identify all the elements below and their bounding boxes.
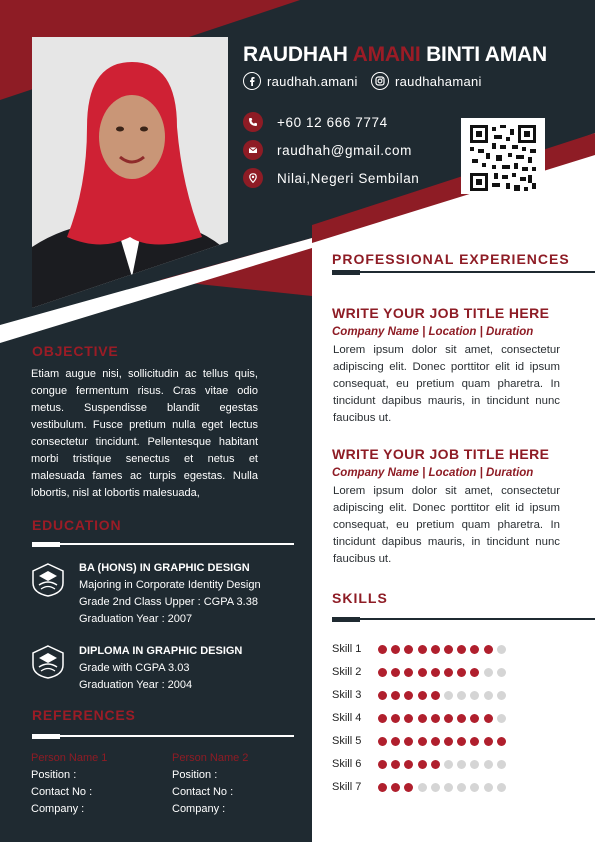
- instagram-handle[interactable]: [371, 71, 482, 91]
- edu-1-line-2: Grade 2nd Class Upper : CGPA 3.38: [79, 596, 258, 608]
- experience-rule: [332, 271, 595, 273]
- edu-1-title: BA (HONS) IN GRAPHIC DESIGN: [79, 562, 250, 574]
- skill-rating: [378, 783, 510, 792]
- university-crest-icon: [32, 645, 64, 679]
- phone-icon: [243, 112, 263, 132]
- location-text: Nilai,Negeri Sembilan: [277, 170, 420, 186]
- skills-rule-accent: [332, 617, 360, 622]
- profile-photo: [32, 37, 228, 308]
- full-name: [243, 43, 547, 67]
- location-row: [243, 168, 419, 188]
- experience-heading: PROFESSIONAL EXPERIENCES: [332, 251, 570, 267]
- rating-dot-filled: [391, 783, 400, 792]
- skill-row: [332, 780, 510, 794]
- rating-dot-filled: [470, 737, 479, 746]
- rating-dot-filled: [404, 668, 413, 677]
- edu-1-line-1: Majoring in Corporate Identity Design: [79, 579, 261, 591]
- rating-dot-filled: [404, 691, 413, 700]
- skill-label: Skill 7: [332, 781, 362, 793]
- rating-dot-filled: [497, 737, 506, 746]
- phone-row[interactable]: [243, 112, 388, 132]
- email-row[interactable]: [243, 140, 412, 160]
- rating-dot-empty: [497, 691, 506, 700]
- rating-dot-filled: [391, 645, 400, 654]
- rating-dot-filled: [378, 714, 387, 723]
- skills-rule: [332, 618, 595, 620]
- rating-dot-filled: [431, 645, 440, 654]
- location-pin-icon: [243, 168, 263, 188]
- rating-dot-filled: [404, 737, 413, 746]
- email-text: raudhah@gmail.com: [277, 142, 412, 158]
- skill-rating: [378, 714, 510, 723]
- rating-dot-empty: [470, 691, 479, 700]
- name-last: BINTI AMAN: [426, 43, 547, 66]
- rating-dot-empty: [444, 691, 453, 700]
- facebook-text: raudhah.amani: [267, 73, 358, 89]
- skill-rating: [378, 668, 510, 677]
- rating-dot-filled: [457, 714, 466, 723]
- instagram-text: raudhahamani: [395, 73, 482, 89]
- skill-row: [332, 665, 510, 679]
- rating-dot-empty: [457, 760, 466, 769]
- rating-dot-empty: [484, 760, 493, 769]
- edu-2-line-1: Grade with CGPA 3.03: [79, 662, 190, 674]
- skill-label: Skill 2: [332, 666, 362, 678]
- name-first: RAUDHAH: [243, 43, 348, 66]
- instagram-icon: [371, 72, 389, 90]
- rating-dot-filled: [391, 760, 400, 769]
- job-1-company: Company Name | Location | Duration: [332, 326, 534, 338]
- skill-row: [332, 711, 510, 725]
- education-rule-accent: [32, 542, 60, 547]
- rating-dot-filled: [457, 737, 466, 746]
- skill-label: Skill 4: [332, 712, 362, 724]
- rating-dot-empty: [431, 783, 440, 792]
- rating-dot-filled: [418, 714, 427, 723]
- rating-dot-filled: [431, 760, 440, 769]
- skill-row: [332, 642, 510, 656]
- references-heading: REFERENCES: [32, 707, 136, 723]
- rating-dot-filled: [484, 737, 493, 746]
- rating-dot-empty: [470, 783, 479, 792]
- rating-dot-empty: [484, 691, 493, 700]
- rating-dot-filled: [391, 737, 400, 746]
- job-1-title: WRITE YOUR JOB TITLE HERE: [332, 305, 550, 321]
- rating-dot-filled: [378, 645, 387, 654]
- ref-2-contact: Contact No :: [172, 786, 234, 798]
- rating-dot-empty: [470, 760, 479, 769]
- job-1-description: Lorem ipsum dolor sit amet, consectetur adipiscing elit. Donec porttitor elit id ipsum consequat, eu pretium quam pharetra. In tincidunt dapibus mauris, in tincidunt nunc faucibus ut.: [333, 344, 560, 424]
- rating-dot-filled: [391, 691, 400, 700]
- rating-dot-filled: [418, 645, 427, 654]
- objective-text: Etiam augue nisi, sollicitudin ac tellus quis, congue fermentum risus. Cras vitae odio metus. Suspendisse blandit egestas vestibulum. Fusce pretium nulla eget lectus consectetur tincidunt. Pellentesque habitant morbi tristique senectus et netus et malesuada fames ac turpis egestas. Nulla lobortis, nisl at lobortis malesuada,: [31, 368, 258, 499]
- objective-heading: OBJECTIVE: [32, 343, 119, 359]
- rating-dot-filled: [391, 668, 400, 677]
- rating-dot-filled: [470, 645, 479, 654]
- job-2-title: WRITE YOUR JOB TITLE HERE: [332, 446, 550, 462]
- edu-1-line-3: Graduation Year : 2007: [79, 613, 193, 625]
- email-icon: [243, 140, 263, 160]
- rating-dot-filled: [378, 760, 387, 769]
- rating-dot-empty: [497, 668, 506, 677]
- job-2-company: Company Name | Location | Duration: [332, 467, 534, 479]
- qr-code-icon: [470, 125, 536, 191]
- rating-dot-filled: [457, 645, 466, 654]
- ref-1-contact: Contact No :: [31, 786, 93, 798]
- university-crest-icon: [32, 563, 64, 597]
- rating-dot-empty: [484, 668, 493, 677]
- rating-dot-empty: [497, 783, 506, 792]
- name-middle: AMANI: [352, 43, 421, 66]
- rating-dot-filled: [484, 645, 493, 654]
- rating-dot-filled: [418, 760, 427, 769]
- rating-dot-empty: [497, 714, 506, 723]
- skill-label: Skill 3: [332, 689, 362, 701]
- rating-dot-filled: [470, 668, 479, 677]
- rating-dot-filled: [404, 714, 413, 723]
- rating-dot-empty: [457, 783, 466, 792]
- skill-rating: [378, 760, 510, 769]
- rating-dot-filled: [431, 691, 440, 700]
- edu-2-line-2: Graduation Year : 2004: [79, 679, 193, 691]
- edu-2-title: DIPLOMA IN GRAPHIC DESIGN: [79, 645, 243, 657]
- rating-dot-filled: [404, 760, 413, 769]
- phone-text: +60 12 666 7774: [277, 114, 388, 130]
- references-rule-accent: [32, 734, 60, 739]
- skill-rating: [378, 691, 510, 700]
- rating-dot-empty: [497, 645, 506, 654]
- rating-dot-filled: [418, 691, 427, 700]
- ref-1-company: Company :: [31, 803, 85, 815]
- facebook-icon: [243, 72, 261, 90]
- rating-dot-filled: [404, 645, 413, 654]
- references-rule: [32, 735, 294, 737]
- rating-dot-empty: [444, 783, 453, 792]
- job-2-description: Lorem ipsum dolor sit amet, consectetur adipiscing elit. Donec porttitor elit id ipsum consequat, eu pretium quam pharetra. In tincidunt dapibus mauris, in tincidunt nunc faucibus ut.: [333, 485, 560, 565]
- skill-label: Skill 1: [332, 643, 362, 655]
- rating-dot-filled: [391, 714, 400, 723]
- ref-1-name: Person Name 1: [31, 752, 108, 764]
- rating-dot-filled: [444, 668, 453, 677]
- skill-row: [332, 688, 510, 702]
- rating-dot-empty: [418, 783, 427, 792]
- rating-dot-filled: [378, 668, 387, 677]
- rating-dot-filled: [378, 737, 387, 746]
- skill-rating: [378, 645, 510, 654]
- skill-rating: [378, 737, 510, 746]
- rating-dot-filled: [431, 714, 440, 723]
- ref-2-name: Person Name 2: [172, 752, 249, 764]
- rating-dot-filled: [431, 668, 440, 677]
- experience-rule-accent: [332, 270, 360, 275]
- ref-2-position: Position :: [172, 769, 218, 781]
- facebook-handle[interactable]: [243, 71, 358, 91]
- rating-dot-filled: [484, 714, 493, 723]
- skills-heading: SKILLS: [332, 590, 388, 606]
- rating-dot-filled: [444, 714, 453, 723]
- rating-dot-filled: [457, 668, 466, 677]
- rating-dot-filled: [470, 714, 479, 723]
- rating-dot-empty: [444, 760, 453, 769]
- ref-1-position: Position :: [31, 769, 77, 781]
- rating-dot-filled: [431, 737, 440, 746]
- rating-dot-filled: [418, 737, 427, 746]
- skill-row: [332, 757, 510, 771]
- skill-row: [332, 734, 510, 748]
- rating-dot-filled: [404, 783, 413, 792]
- rating-dot-empty: [497, 760, 506, 769]
- rating-dot-filled: [444, 645, 453, 654]
- skill-label: Skill 5: [332, 735, 362, 747]
- rating-dot-empty: [457, 691, 466, 700]
- rating-dot-filled: [378, 691, 387, 700]
- education-rule: [32, 543, 294, 545]
- rating-dot-filled: [444, 737, 453, 746]
- rating-dot-empty: [484, 783, 493, 792]
- skill-label: Skill 6: [332, 758, 362, 770]
- education-heading: EDUCATION: [32, 517, 122, 533]
- ref-2-company: Company :: [172, 803, 226, 815]
- rating-dot-filled: [418, 668, 427, 677]
- rating-dot-filled: [378, 783, 387, 792]
